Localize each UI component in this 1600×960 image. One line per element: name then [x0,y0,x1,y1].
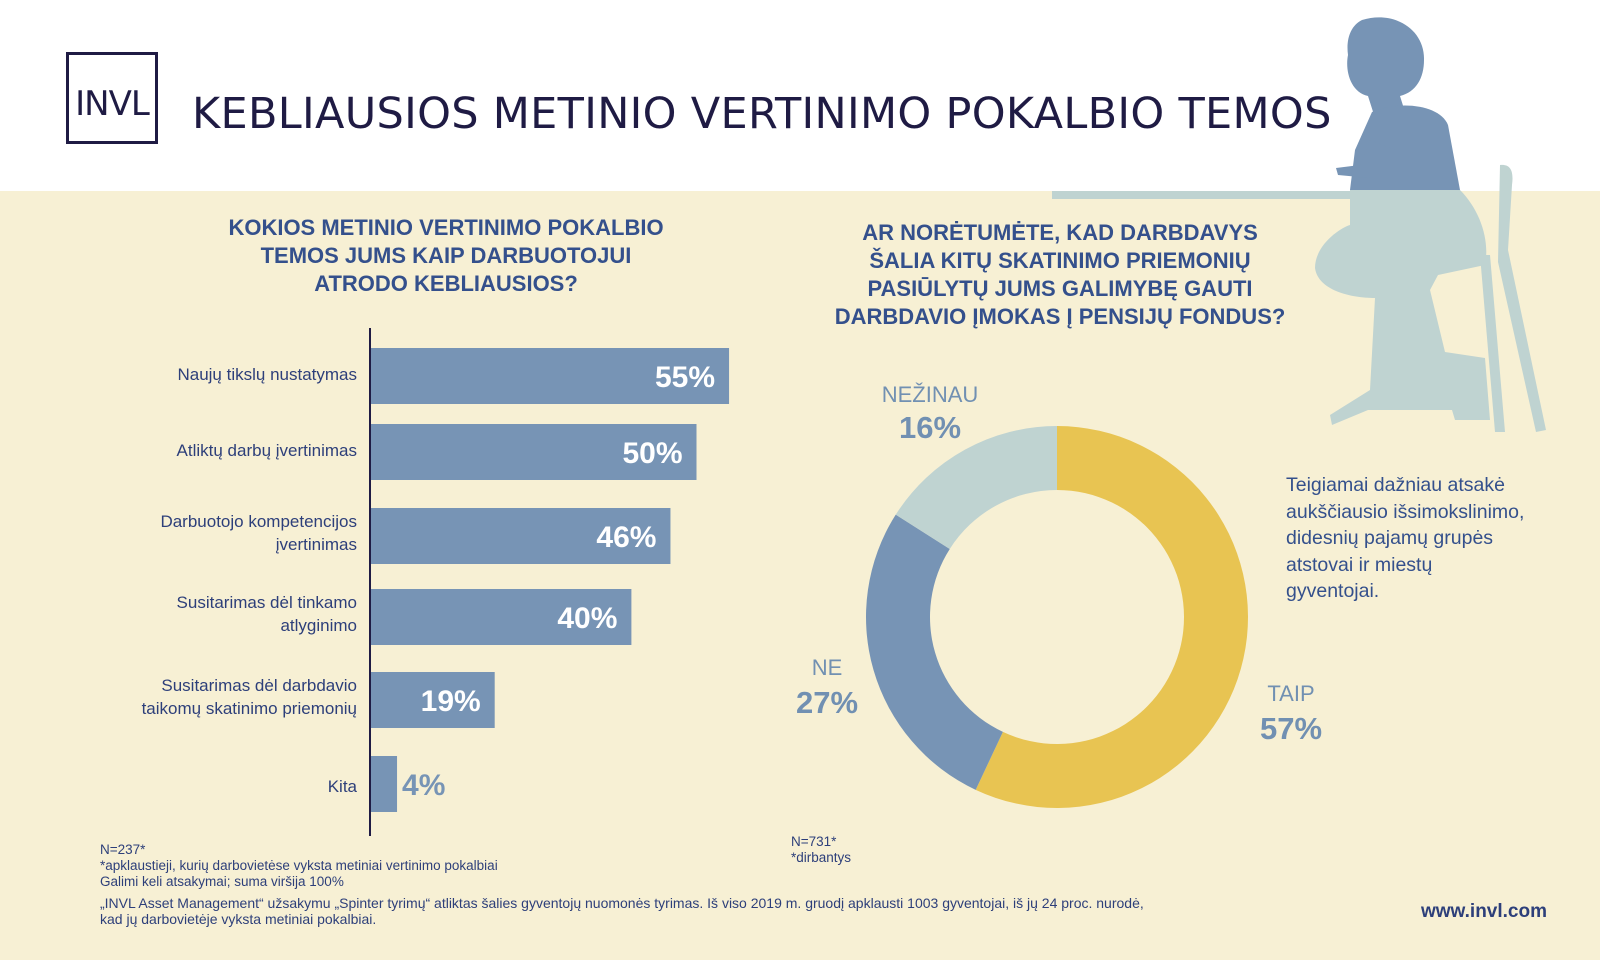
bar-label [177,363,357,386]
donut-slice-ne [866,515,1003,790]
pie-value-ne: 27% [795,685,859,720]
bar-value-label: 55% [655,361,716,394]
bar-label-line: Atliktų darbų įvertinimas [176,441,357,460]
bar-label [328,775,357,798]
logo-text: INVL [75,84,149,124]
pie-label-taip: TAIP [1267,681,1315,706]
bar-label-line: Naujų tikslų nustatymas [177,365,357,384]
bar-label-line: Susitarimas dėl tinkamo [176,593,357,612]
question-line: ŠALIA KITŲ SKATINIMO PRIEMONIŲ [869,248,1251,273]
note-line: *apklaustieji, kurių darbovietėse vyksta metiniai vertinimo pokalbiai [100,858,498,873]
bar-label [142,674,357,720]
question-line: PASIŪLYTŲ JUMS GALIMYBĘ GAUTI [867,276,1253,301]
side-note [1286,472,1586,605]
pie-value-taip: 57% [1259,711,1323,746]
bar-label-line: atlyginimo [280,616,357,635]
donut-question [780,219,1340,331]
bar-chart-question [196,214,696,298]
bar-value-label: 50% [622,437,683,470]
question-line: TEMOS JUMS KAIP DARBUOTOJUI [260,243,632,268]
note-line: N=731* [791,834,837,849]
side-note-line: Teigiamai dažniau atsakė [1286,474,1505,496]
pie-label-nezinau: NEŽINAU [881,382,979,407]
bar-label-line: taikomų skatinimo priemonių [141,699,357,718]
bar-label-line: įvertinimas [275,535,357,554]
bar-label-line: Susitarimas dėl darbdavio [161,676,357,695]
page-title: KEBLIAUSIOS METINIO VERTINIMO POKALBIO TEMOS [192,89,1332,139]
donut-notes [791,834,851,866]
side-note-line: didesnių pajamų grupės [1286,527,1494,549]
pie-label-ne: NE [811,655,843,680]
bar-value-label: 4% [402,769,446,802]
website-link[interactable]: www.invl.com [1421,901,1547,922]
question-line: DARBDAVIO ĮMOKAS Į PENSIJŲ FONDUS? [834,304,1286,329]
question-line: KOKIOS METINIO VERTINIMO POKALBIO [228,215,664,240]
bar-value-label: 19% [420,685,481,718]
question-line: AR NORĖTUMĖTE, KAD DARBDAVYS [862,220,1258,245]
bar-chart-notes [100,842,498,890]
side-note-line: gyventojai. [1286,580,1380,602]
side-note-line: atstovai ir miestų [1286,553,1433,576]
bar [371,756,397,812]
pie-value-nezinau: 16% [898,410,962,445]
bar-label-line: Kita [327,777,357,796]
bar-label [160,510,357,556]
bar-value-label: 46% [596,521,657,554]
note-line: N=237* [100,842,146,857]
source-note [100,895,1144,927]
note-line: *dirbantys [791,850,852,865]
bar-label-line: Darbuotojo kompetencijos [160,512,357,531]
source-line: „INVL Asset Management“ užsakymu „Spinter tyrimų“ atliktas šalies gyventojų nuomonės tyrimas. Iš viso 2019 m. gruodį apklausti 1003 gyventojai, iš jų 24 proc. nurodė, [100,895,1144,911]
bar-value-label: 40% [557,602,618,635]
question-line: ATRODO KEBLIAUSIOS? [314,271,578,296]
note-line: Galimi keli atsakymai; suma viršija 100% [100,874,344,889]
source-line: kad jų darbovietėje vyksta metiniai pokalbiai. [100,911,377,927]
invl-logo[interactable] [66,52,158,144]
bar-label [177,439,357,462]
bar-label [177,591,357,637]
side-note-line: aukščiausio išsimokslinimo, [1286,500,1525,523]
